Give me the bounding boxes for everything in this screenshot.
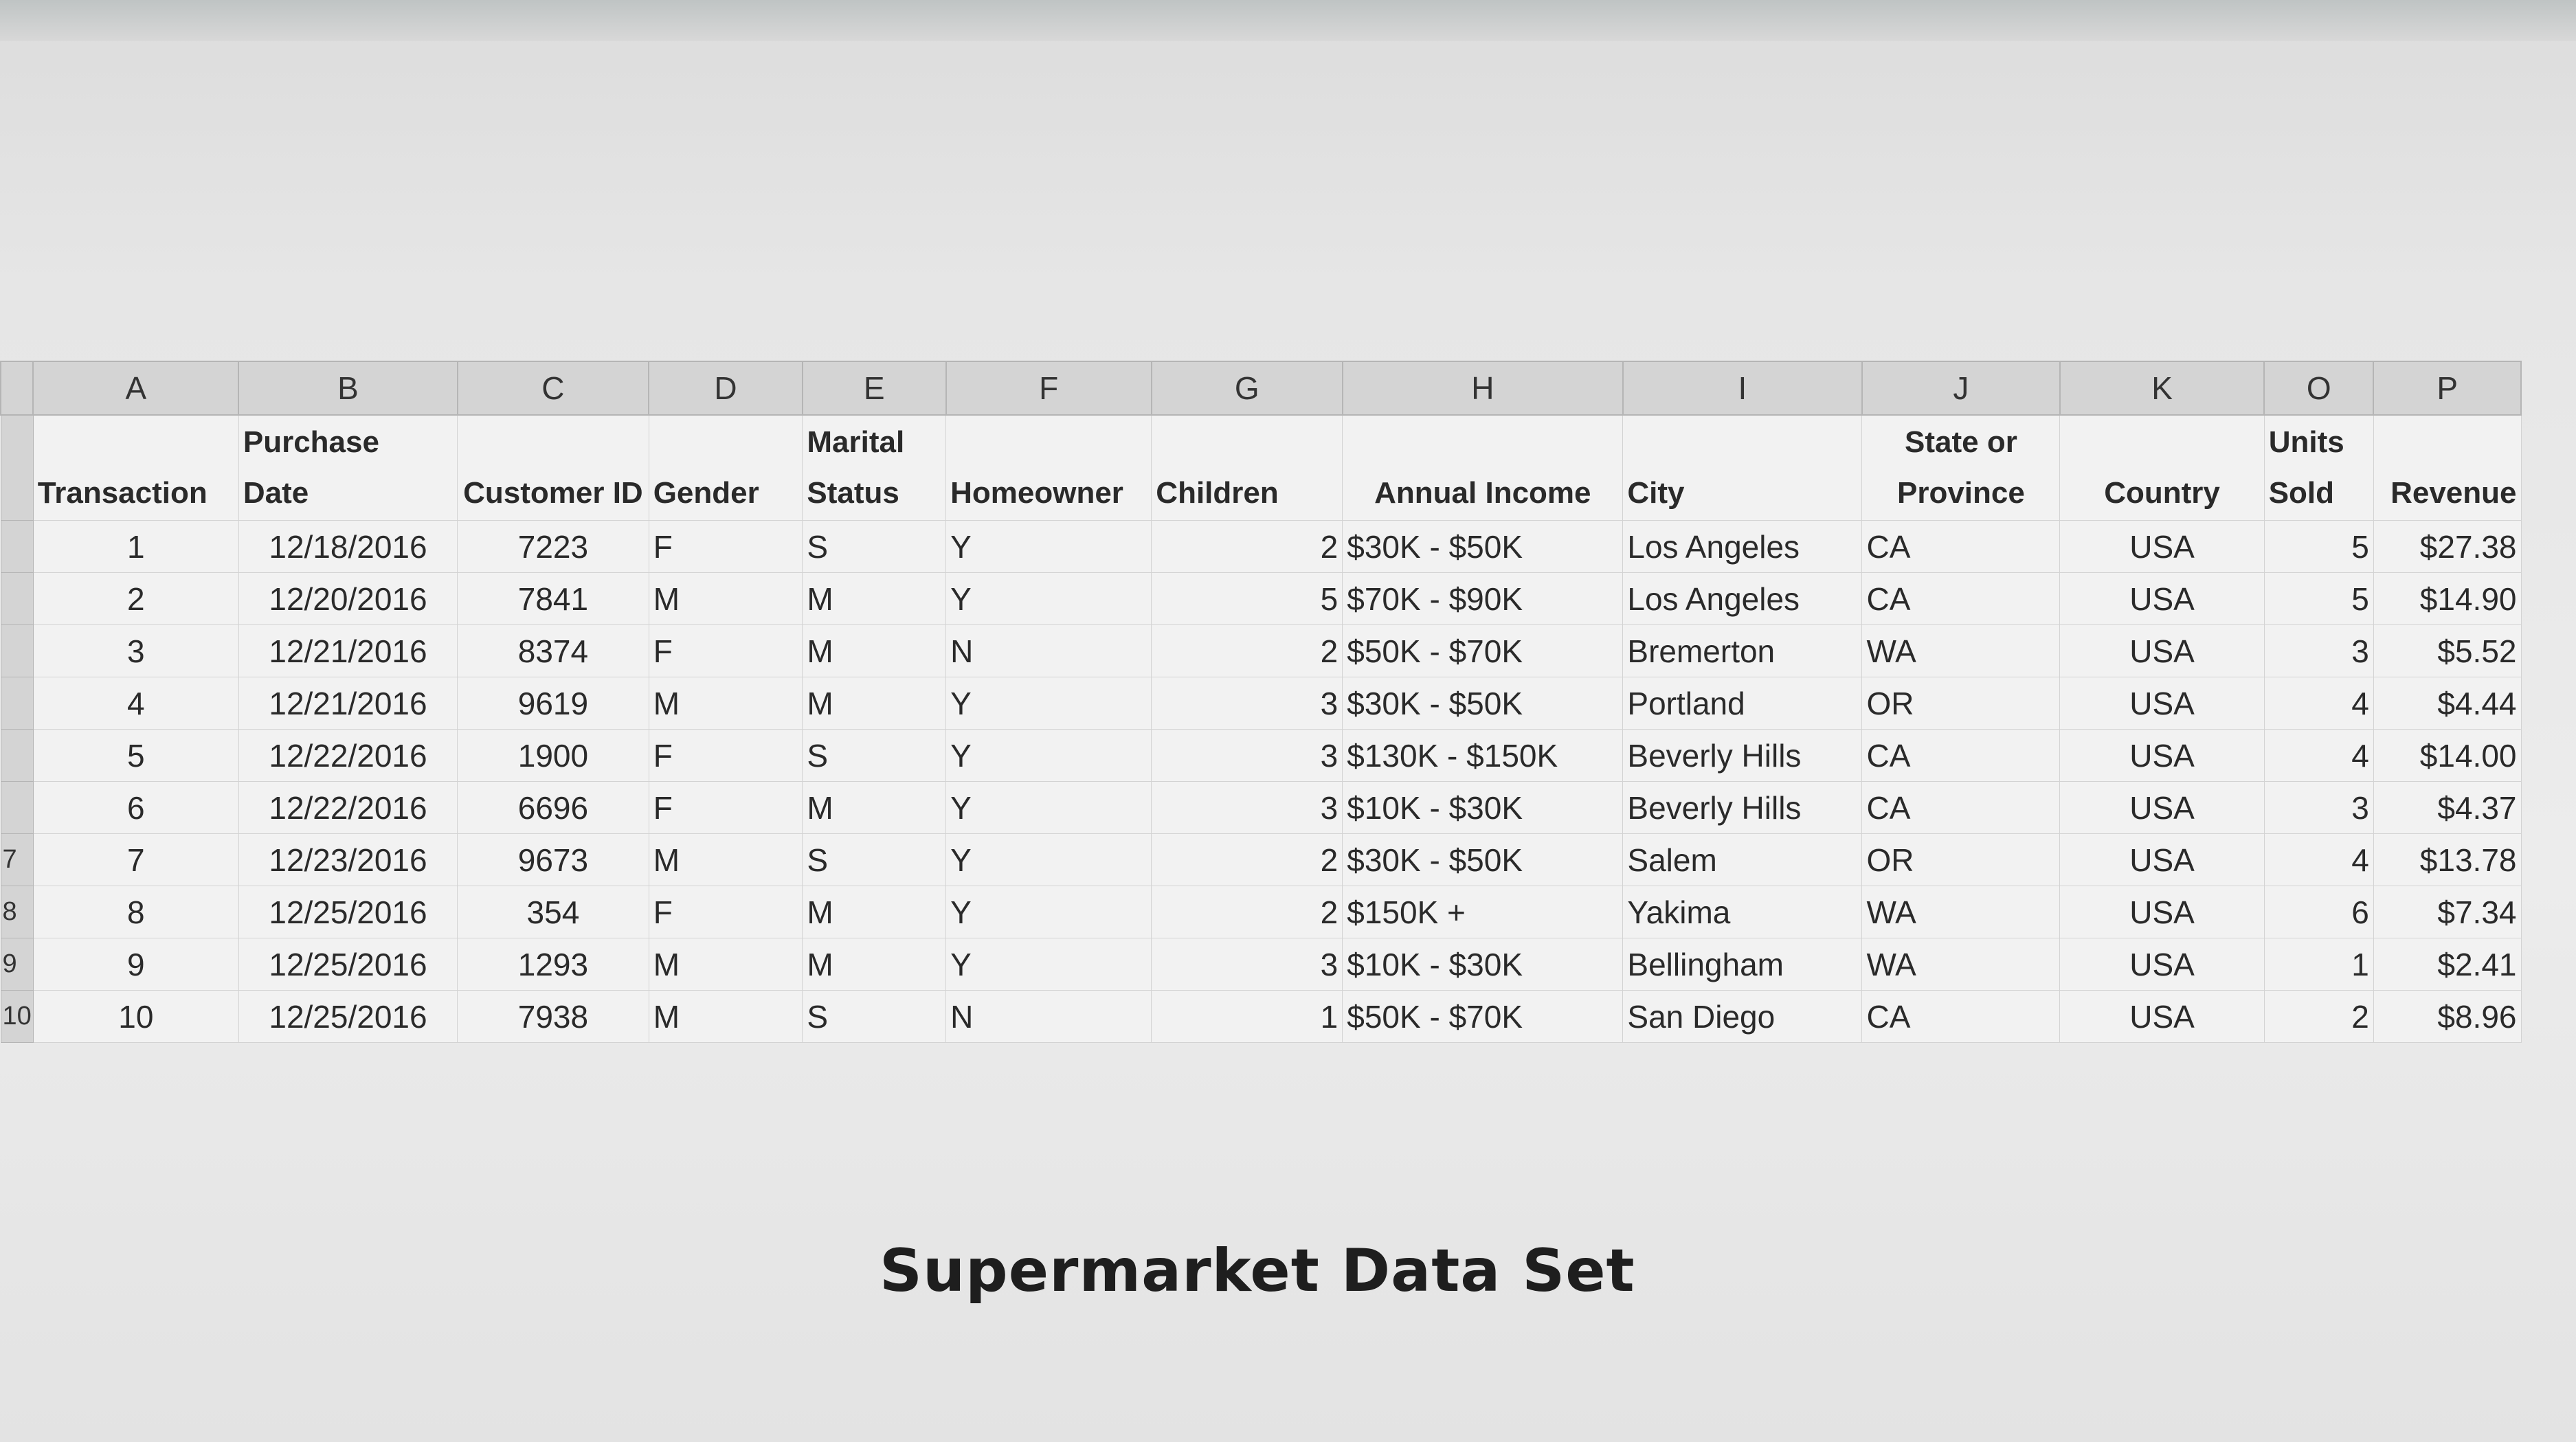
header-state-or-province[interactable]: State or Province: [1862, 415, 2060, 521]
cell-customer-id[interactable]: 1293: [458, 938, 649, 991]
column-header[interactable]: G: [1152, 361, 1343, 415]
row-number[interactable]: [1, 573, 33, 625]
header-revenue[interactable]: Revenue: [2373, 415, 2521, 521]
row-number[interactable]: [1, 415, 33, 521]
cell-children[interactable]: 2: [1152, 886, 1343, 938]
cell-marital-status[interactable]: S: [803, 521, 946, 573]
cell-city[interactable]: Beverly Hills: [1623, 730, 1862, 782]
table-row: [1, 573, 2521, 625]
data-table: [0, 361, 2522, 1043]
cell-transaction[interactable]: 1: [33, 521, 238, 573]
cell-customer-id[interactable]: 8374: [458, 625, 649, 677]
cell-state[interactable]: OR: [1862, 834, 2060, 886]
cell-customer-id[interactable]: 7223: [458, 521, 649, 573]
cell-annual-income[interactable]: $70K - $90K: [1343, 573, 1623, 625]
column-header[interactable]: C: [458, 361, 649, 415]
cell-annual-income[interactable]: $10K - $30K: [1343, 938, 1623, 991]
table-row: [1, 886, 2521, 938]
cell-country[interactable]: USA: [2060, 521, 2264, 573]
column-header[interactable]: P: [2373, 361, 2521, 415]
column-header[interactable]: J: [1862, 361, 2060, 415]
cell-city[interactable]: Beverly Hills: [1623, 782, 1862, 834]
cell-units-sold[interactable]: 6: [2264, 886, 2373, 938]
row-number[interactable]: [1, 782, 33, 834]
cell-marital-status[interactable]: M: [803, 886, 946, 938]
cell-gender[interactable]: F: [649, 625, 803, 677]
cell-annual-income[interactable]: $50K - $70K: [1343, 991, 1623, 1043]
header-children[interactable]: Children: [1152, 415, 1343, 521]
table-row: [1, 782, 2521, 834]
cell-purchase-date[interactable]: 12/18/2016: [238, 521, 457, 573]
row-number[interactable]: [1, 730, 33, 782]
cell-annual-income[interactable]: $30K - $50K: [1343, 834, 1623, 886]
cell-purchase-date[interactable]: 12/25/2016: [238, 938, 457, 991]
cell-units-sold[interactable]: 1: [2264, 938, 2373, 991]
row-number[interactable]: [1, 677, 33, 730]
cell-units-sold[interactable]: 4: [2264, 834, 2373, 886]
cell-units-sold[interactable]: 5: [2264, 573, 2373, 625]
column-header[interactable]: A: [33, 361, 238, 415]
cell-purchase-date[interactable]: 12/25/2016: [238, 991, 457, 1043]
cell-revenue[interactable]: $7.34: [2373, 886, 2521, 938]
table-row: [1, 991, 2521, 1043]
header-units-sold[interactable]: Units Sold: [2264, 415, 2373, 521]
cell-homeowner[interactable]: Y: [946, 834, 1152, 886]
cell-units-sold[interactable]: 3: [2264, 782, 2373, 834]
caption-title: Supermarket Data Set: [880, 1237, 1635, 1305]
cell-units-sold[interactable]: 2: [2264, 991, 2373, 1043]
cell-purchase-date[interactable]: 12/20/2016: [238, 573, 457, 625]
cell-children[interactable]: 5: [1152, 573, 1343, 625]
cell-transaction[interactable]: 3: [33, 625, 238, 677]
cell-transaction[interactable]: 8: [33, 886, 238, 938]
cell-children[interactable]: 3: [1152, 677, 1343, 730]
column-header[interactable]: O: [2264, 361, 2373, 415]
cell-homeowner[interactable]: N: [946, 991, 1152, 1043]
cell-city[interactable]: Yakima: [1623, 886, 1862, 938]
header-homeowner[interactable]: Homeowner: [946, 415, 1152, 521]
cell-state[interactable]: WA: [1862, 938, 2060, 991]
cell-state[interactable]: CA: [1862, 991, 2060, 1043]
cell-annual-income[interactable]: $30K - $50K: [1343, 677, 1623, 730]
cell-purchase-date[interactable]: 12/22/2016: [238, 782, 457, 834]
cell-units-sold[interactable]: 4: [2264, 730, 2373, 782]
cell-country[interactable]: USA: [2060, 938, 2264, 991]
cell-revenue[interactable]: $27.38: [2373, 521, 2521, 573]
header-marital-status[interactable]: Marital Status: [803, 415, 946, 521]
header-gender[interactable]: Gender: [649, 415, 803, 521]
table-row: [1, 677, 2521, 730]
cell-transaction[interactable]: 4: [33, 677, 238, 730]
cell-city[interactable]: Portland: [1623, 677, 1862, 730]
column-header[interactable]: I: [1623, 361, 1862, 415]
cell-transaction[interactable]: 9: [33, 938, 238, 991]
header-annual-income[interactable]: Annual Income: [1343, 415, 1623, 521]
cell-children[interactable]: 3: [1152, 730, 1343, 782]
cell-revenue[interactable]: $8.96: [2373, 991, 2521, 1043]
cell-annual-income[interactable]: $130K - $150K: [1343, 730, 1623, 782]
cell-transaction[interactable]: 6: [33, 782, 238, 834]
table-row: [1, 834, 2521, 886]
cell-revenue[interactable]: $4.37: [2373, 782, 2521, 834]
cell-marital-status[interactable]: M: [803, 938, 946, 991]
cell-units-sold[interactable]: 4: [2264, 677, 2373, 730]
cell-purchase-date[interactable]: 12/21/2016: [238, 625, 457, 677]
row-number[interactable]: [1, 625, 33, 677]
cell-gender[interactable]: M: [649, 938, 803, 991]
cell-marital-status[interactable]: M: [803, 782, 946, 834]
cell-gender[interactable]: F: [649, 886, 803, 938]
table-row: [1, 521, 2521, 573]
cell-annual-income[interactable]: $50K - $70K: [1343, 625, 1623, 677]
cell-children[interactable]: 3: [1152, 782, 1343, 834]
cell-children[interactable]: 1: [1152, 991, 1343, 1043]
cell-marital-status[interactable]: M: [803, 677, 946, 730]
spreadsheet-grid: [0, 361, 2522, 1043]
cell-units-sold[interactable]: 3: [2264, 625, 2373, 677]
cell-customer-id[interactable]: 7938: [458, 991, 649, 1043]
cell-city[interactable]: Bremerton: [1623, 625, 1862, 677]
header-city[interactable]: City: [1623, 415, 1862, 521]
cell-state[interactable]: CA: [1862, 782, 2060, 834]
row-number[interactable]: 7: [1, 834, 33, 886]
column-header[interactable]: F: [946, 361, 1152, 415]
cell-country[interactable]: USA: [2060, 625, 2264, 677]
cell-customer-id[interactable]: 9673: [458, 834, 649, 886]
column-header[interactable]: B: [238, 361, 457, 415]
cell-homeowner[interactable]: Y: [946, 677, 1152, 730]
header-country[interactable]: Country: [2060, 415, 2264, 521]
cell-gender[interactable]: F: [649, 521, 803, 573]
cell-children[interactable]: 2: [1152, 834, 1343, 886]
cell-state[interactable]: WA: [1862, 886, 2060, 938]
cell-state[interactable]: WA: [1862, 625, 2060, 677]
cell-customer-id[interactable]: 6696: [458, 782, 649, 834]
cell-country[interactable]: USA: [2060, 886, 2264, 938]
cell-gender[interactable]: M: [649, 834, 803, 886]
cell-state[interactable]: CA: [1862, 730, 2060, 782]
cell-children[interactable]: 3: [1152, 938, 1343, 991]
cell-gender[interactable]: F: [649, 730, 803, 782]
select-all-corner[interactable]: [1, 361, 33, 415]
cell-country[interactable]: USA: [2060, 782, 2264, 834]
header-purchase-date[interactable]: Purchase Date: [238, 415, 457, 521]
cell-revenue[interactable]: $14.00: [2373, 730, 2521, 782]
row-number[interactable]: 10: [1, 991, 33, 1043]
row-number[interactable]: [1, 521, 33, 573]
cell-transaction[interactable]: 7: [33, 834, 238, 886]
column-header[interactable]: H: [1343, 361, 1623, 415]
cell-country[interactable]: USA: [2060, 730, 2264, 782]
cell-children[interactable]: 2: [1152, 521, 1343, 573]
cell-city[interactable]: Salem: [1623, 834, 1862, 886]
cell-homeowner[interactable]: Y: [946, 782, 1152, 834]
cell-city[interactable]: Bellingham: [1623, 938, 1862, 991]
cell-state[interactable]: CA: [1862, 573, 2060, 625]
cell-state[interactable]: CA: [1862, 521, 2060, 573]
cell-homeowner[interactable]: N: [946, 625, 1152, 677]
header-transaction[interactable]: Transaction: [33, 415, 238, 521]
cell-city[interactable]: San Diego: [1623, 991, 1862, 1043]
cell-children[interactable]: 2: [1152, 625, 1343, 677]
monitor-bezel-shade: [0, 0, 2576, 41]
cell-customer-id[interactable]: 9619: [458, 677, 649, 730]
cell-annual-income[interactable]: $10K - $30K: [1343, 782, 1623, 834]
cell-marital-status[interactable]: S: [803, 730, 946, 782]
table-row: [1, 625, 2521, 677]
header-customer-id[interactable]: Customer ID: [458, 415, 649, 521]
column-header[interactable]: D: [649, 361, 803, 415]
column-header-row: [1, 361, 2521, 415]
cell-purchase-date[interactable]: 12/21/2016: [238, 677, 457, 730]
cell-gender[interactable]: M: [649, 573, 803, 625]
cell-marital-status[interactable]: S: [803, 991, 946, 1043]
row-number[interactable]: 9: [1, 938, 33, 991]
cell-purchase-date[interactable]: 12/22/2016: [238, 730, 457, 782]
table-row: [1, 730, 2521, 782]
cell-purchase-date[interactable]: 12/25/2016: [238, 886, 457, 938]
field-header-row: [1, 415, 2521, 521]
cell-gender[interactable]: M: [649, 677, 803, 730]
column-header[interactable]: K: [2060, 361, 2264, 415]
cell-revenue[interactable]: $2.41: [2373, 938, 2521, 991]
cell-revenue[interactable]: $5.52: [2373, 625, 2521, 677]
table-row: [1, 938, 2521, 991]
cell-marital-status[interactable]: S: [803, 834, 946, 886]
cell-city[interactable]: Los Angeles: [1623, 521, 1862, 573]
cell-revenue[interactable]: $14.90: [2373, 573, 2521, 625]
cell-homeowner[interactable]: Y: [946, 730, 1152, 782]
cell-customer-id[interactable]: 354: [458, 886, 649, 938]
cell-revenue[interactable]: $13.78: [2373, 834, 2521, 886]
cell-country[interactable]: USA: [2060, 677, 2264, 730]
row-number[interactable]: 8: [1, 886, 33, 938]
cell-homeowner[interactable]: Y: [946, 886, 1152, 938]
cell-customer-id[interactable]: 1900: [458, 730, 649, 782]
cell-annual-income[interactable]: $150K +: [1343, 886, 1623, 938]
cell-country[interactable]: USA: [2060, 991, 2264, 1043]
cell-country[interactable]: USA: [2060, 573, 2264, 625]
column-header[interactable]: E: [803, 361, 946, 415]
cell-marital-status[interactable]: M: [803, 625, 946, 677]
cell-gender[interactable]: M: [649, 991, 803, 1043]
cell-transaction[interactable]: 2: [33, 573, 238, 625]
cell-gender[interactable]: F: [649, 782, 803, 834]
cell-transaction[interactable]: 5: [33, 730, 238, 782]
cell-homeowner[interactable]: Y: [946, 573, 1152, 625]
cell-homeowner[interactable]: Y: [946, 521, 1152, 573]
cell-customer-id[interactable]: 7841: [458, 573, 649, 625]
cell-country[interactable]: USA: [2060, 834, 2264, 886]
cell-transaction[interactable]: 10: [33, 991, 238, 1043]
cell-city[interactable]: Los Angeles: [1623, 573, 1862, 625]
cell-homeowner[interactable]: Y: [946, 938, 1152, 991]
cell-units-sold[interactable]: 5: [2264, 521, 2373, 573]
cell-purchase-date[interactable]: 12/23/2016: [238, 834, 457, 886]
cell-annual-income[interactable]: $30K - $50K: [1343, 521, 1623, 573]
cell-state[interactable]: OR: [1862, 677, 2060, 730]
cell-marital-status[interactable]: M: [803, 573, 946, 625]
cell-revenue[interactable]: $4.44: [2373, 677, 2521, 730]
